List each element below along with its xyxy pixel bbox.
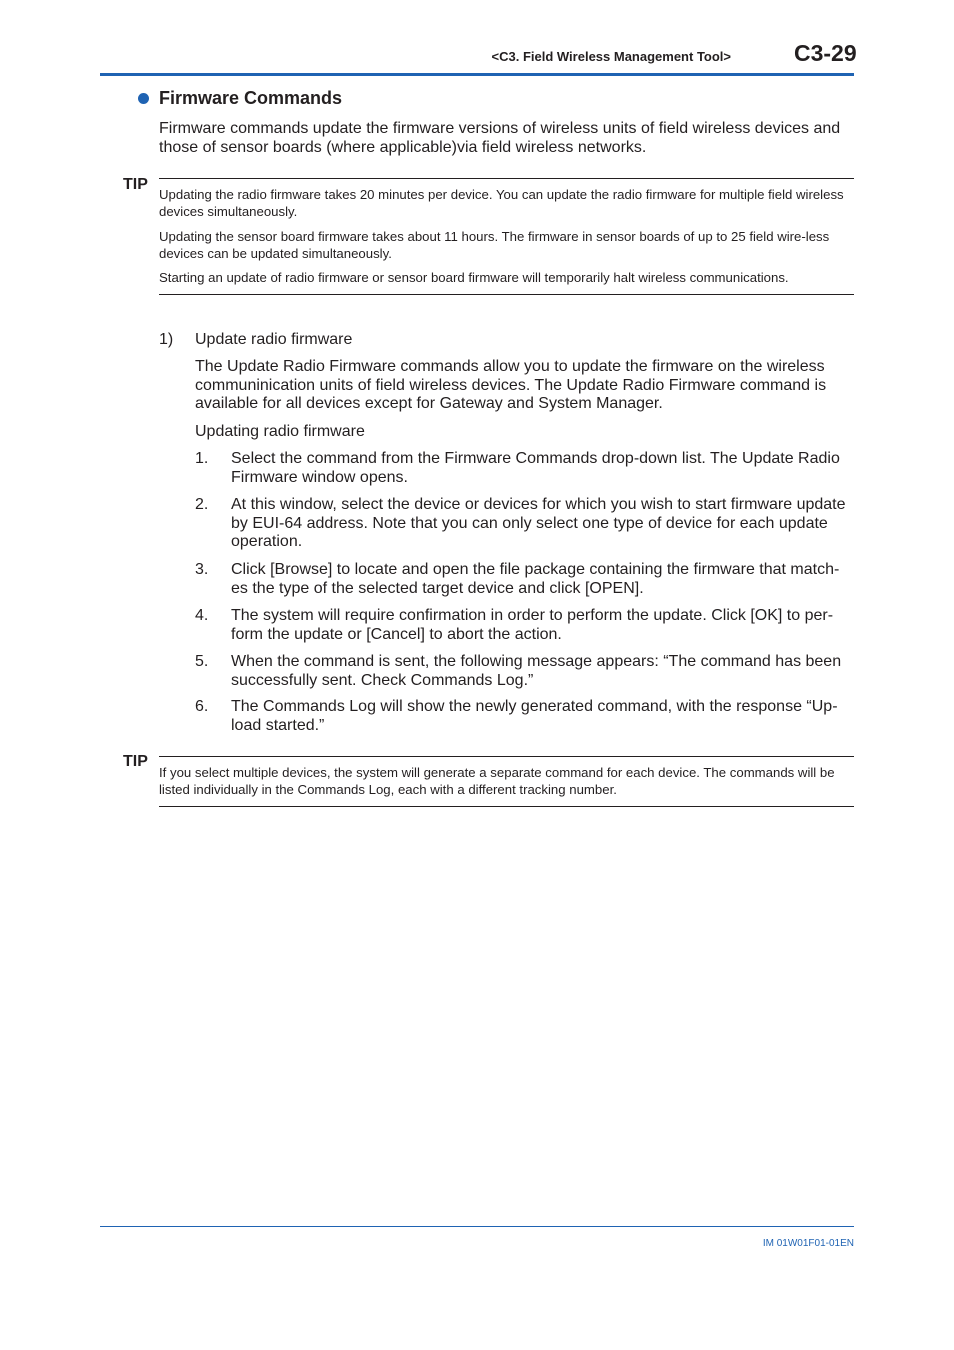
subsection-title: Update radio firmware [195, 331, 353, 348]
step-text: When the command is sent, the following message appears: “The command has been successfully sent. Check Commands Log.” [231, 653, 842, 689]
step-number: 1. [195, 450, 209, 467]
step-number: 5. [195, 653, 209, 670]
tip-label: TIP [123, 753, 148, 770]
subsection-number: 1) [159, 331, 174, 348]
step-text: Click [Browse] to locate and open the file package containing the firmware that match-es the type of the selected target device and click [OPEN]. [231, 561, 840, 597]
subsection-description: The Update Radio Firmware commands allow you to update the firmware on the wireless communinication units of field wireless devices. The Update Radio Firmware command is available for all devices except for Gateway and System Manager. [195, 358, 827, 412]
procedure-title: Updating radio firmware [195, 423, 365, 440]
header-divider [100, 73, 854, 76]
tip-paragraph: Starting an update of radio firmware or sensor board firmware will temporarily halt wireless communications. [159, 270, 789, 285]
bullet-icon [138, 93, 149, 104]
tip-top-rule [159, 756, 854, 757]
footer-divider [100, 1226, 854, 1227]
section-intro: Firmware commands update the firmware versions of wireless units of field wireless devices and those of sensor boards (where applicable)via field wireless networks. [159, 120, 841, 156]
step-text: At this window, select the device or devices for which you wish to start firmware update by EUI-64 address. Note that you can only select one type of device for each update operation. [231, 496, 846, 550]
section-title: Firmware Commands [159, 88, 343, 108]
document-code: IM 01W01F01-01EN [762, 1238, 854, 1249]
tip-label: TIP [123, 176, 148, 193]
tip-paragraph: Updating the radio firmware takes 20 minutes per device. You can update the radio firmware for multiple field wireless devices simultaneously. [159, 187, 844, 219]
tip-paragraph: Updating the sensor board firmware takes about 11 hours. The firmware in sensor boards of up to 25 field wire-less devices can be updated simultaneously. [159, 229, 830, 261]
step-number: 3. [195, 561, 209, 578]
chapter-title: <C3. Field Wireless Management Tool> [491, 49, 731, 64]
step-text: The Commands Log will show the newly generated command, with the response “Up-load started.” [231, 698, 838, 734]
step-text: The system will require confirmation in order to perform the update. Click [OK] to per-form the update or [Cancel] to abort the action. [231, 607, 834, 643]
tip-top-rule [159, 178, 854, 179]
step-text: Select the command from the Firmware Commands drop-down list. The Update Radio Firmware window opens. [231, 450, 840, 486]
tip-bottom-rule [159, 294, 854, 295]
page-number: C3-29 [794, 40, 857, 66]
step-number: 2. [195, 496, 209, 513]
step-number: 4. [195, 607, 209, 624]
tip-bottom-rule [159, 806, 854, 807]
tip-paragraph: If you select multiple devices, the system will generate a separate command for each device. The commands will be listed individually in the Commands Log, each with a different tracking number. [159, 765, 835, 797]
step-number: 6. [195, 698, 209, 715]
